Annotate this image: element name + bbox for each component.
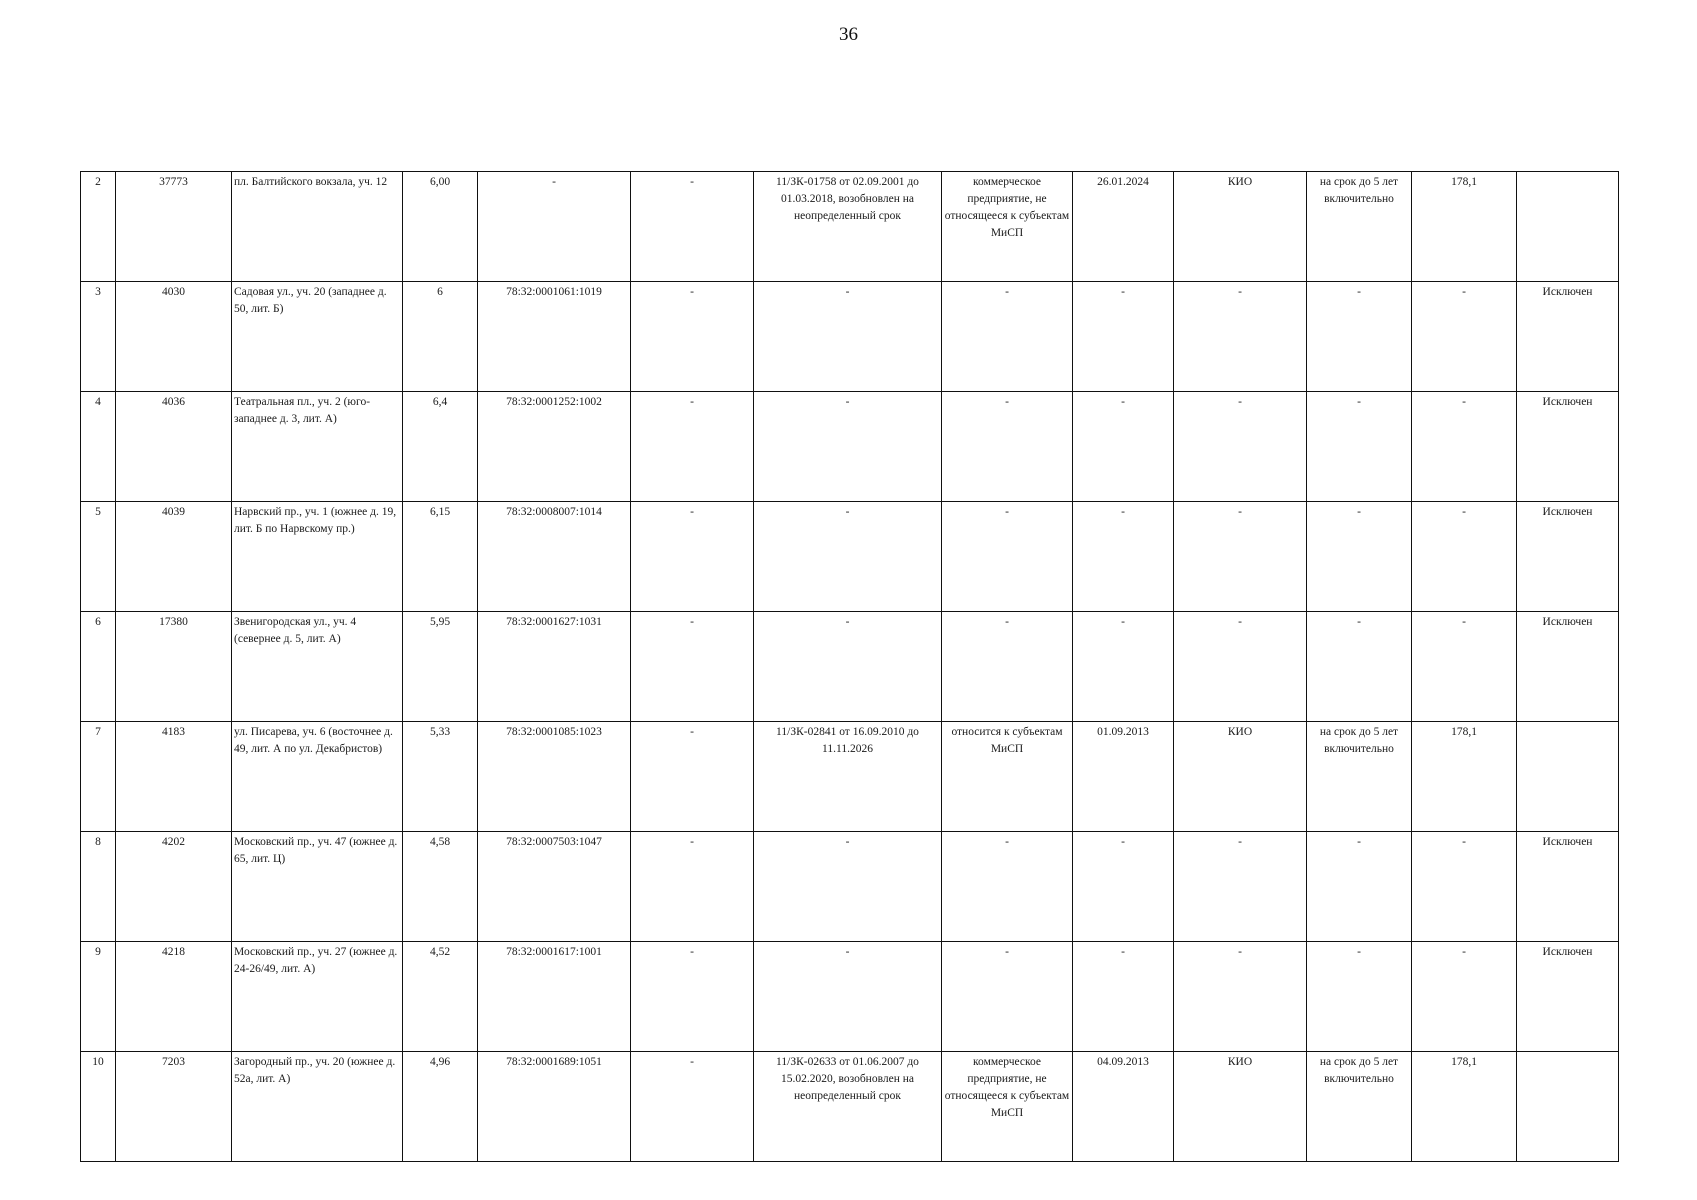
cell-cadastral-number: 78:32:0001689:1051 [478,1052,631,1162]
cell-address: ул. Писарева, уч. 6 (восточнее д. 49, лит. А по ул. Декабристов) [232,722,403,832]
cell-contract: - [754,832,942,942]
cell-code: - [1412,942,1517,1052]
cell-cadastral-number: 78:32:0001627:1031 [478,612,631,722]
cell-area: 4,52 [403,942,478,1052]
cell-object-id: 37773 [116,172,232,282]
cell-code: - [1412,392,1517,502]
cell-term: - [1307,832,1412,942]
cell-term: на срок до 5 лет включительно [1307,172,1412,282]
table-row [81,722,1619,832]
cell-column-6: - [631,502,754,612]
cell-organization: КИО [1174,172,1307,282]
cell-term: - [1307,502,1412,612]
cell-cadastral-number: 78:32:0001252:1002 [478,392,631,502]
cell-area: 6,15 [403,502,478,612]
cell-area: 4,58 [403,832,478,942]
cell-cadastral-number: 78:32:0008007:1014 [478,502,631,612]
cell-number: 2 [81,172,116,282]
cell-status: Исключен [1517,392,1619,502]
cell-tenant-category: - [942,832,1073,942]
cell-tenant-category: - [942,392,1073,502]
cell-status [1517,722,1619,832]
cell-address: Звенигородская ул., уч. 4 (севернее д. 5, лит. А) [232,612,403,722]
cell-status: Исключен [1517,502,1619,612]
cell-date: 01.09.2013 [1073,722,1174,832]
cell-area: 6 [403,282,478,392]
cell-area: 4,96 [403,1052,478,1162]
cell-column-6: - [631,1052,754,1162]
cell-column-6: - [631,172,754,282]
cell-cadastral-number: 78:32:0001617:1001 [478,942,631,1052]
cell-column-6: - [631,392,754,502]
cell-date: - [1073,942,1174,1052]
cell-status [1517,172,1619,282]
cell-tenant-category: - [942,942,1073,1052]
cell-address: Загородный пр., уч. 20 (южнее д. 52а, лит. А) [232,1052,403,1162]
cell-contract: 11/ЗК-02841 от 16.09.2010 до 11.11.2026 [754,722,942,832]
cell-tenant-category: относится к субъектам МиСП [942,722,1073,832]
cell-code: - [1412,282,1517,392]
cell-number: 4 [81,392,116,502]
cell-date: - [1073,502,1174,612]
cell-cadastral-number: 78:32:0001085:1023 [478,722,631,832]
cell-tenant-category: коммерческое предприятие, не относящееся к субъектам МиСП [942,1052,1073,1162]
cell-column-6: - [631,722,754,832]
cell-column-6: - [631,282,754,392]
cell-status [1517,1052,1619,1162]
cell-number: 8 [81,832,116,942]
cell-address: пл. Балтийского вокзала, уч. 12 [232,172,403,282]
cell-object-id: 4183 [116,722,232,832]
cell-cadastral-number: 78:32:0007503:1047 [478,832,631,942]
cell-contract: - [754,502,942,612]
cell-column-6: - [631,832,754,942]
cell-tenant-category: - [942,612,1073,722]
cell-term: на срок до 5 лет включительно [1307,1052,1412,1162]
cell-object-id: 4202 [116,832,232,942]
cell-number: 5 [81,502,116,612]
cell-number: 10 [81,1052,116,1162]
cell-code: - [1412,612,1517,722]
cell-contract: - [754,942,942,1052]
registry-table [80,171,1619,1162]
cell-term: - [1307,942,1412,1052]
page-number: 36 [839,24,858,45]
table-row [81,942,1619,1052]
cell-object-id: 4039 [116,502,232,612]
cell-address: Московский пр., уч. 27 (южнее д. 24-26/49, лит. А) [232,942,403,1052]
table-row [81,612,1619,722]
table-row [81,502,1619,612]
cell-status: Исключен [1517,942,1619,1052]
cell-contract: - [754,282,942,392]
table-row [81,832,1619,942]
cell-object-id: 7203 [116,1052,232,1162]
cell-number: 3 [81,282,116,392]
cell-organization: - [1174,502,1307,612]
cell-organization: КИО [1174,722,1307,832]
cell-cadastral-number: 78:32:0001061:1019 [478,282,631,392]
cell-term: на срок до 5 лет включительно [1307,722,1412,832]
cell-contract: - [754,612,942,722]
cell-code: 178,1 [1412,1052,1517,1162]
cell-address: Московский пр., уч. 47 (южнее д. 65, лит. Ц) [232,832,403,942]
cell-code: - [1412,502,1517,612]
cell-date: 26.01.2024 [1073,172,1174,282]
cell-area: 5,95 [403,612,478,722]
cell-object-id: 4030 [116,282,232,392]
cell-contract: - [754,392,942,502]
cell-date: - [1073,282,1174,392]
cell-organization: КИО [1174,1052,1307,1162]
cell-status: Исключен [1517,832,1619,942]
table-row [81,1052,1619,1162]
cell-date: - [1073,392,1174,502]
cell-contract: 11/ЗК-02633 от 01.06.2007 до 15.02.2020, возобновлен на неопределенный срок [754,1052,942,1162]
cell-address: Садовая ул., уч. 20 (западнее д. 50, лит. Б) [232,282,403,392]
cell-code: 178,1 [1412,172,1517,282]
cell-status: Исключен [1517,612,1619,722]
cell-tenant-category: - [942,502,1073,612]
cell-address: Театральная пл., уч. 2 (юго-западнее д. 3, лит. А) [232,392,403,502]
cell-column-6: - [631,612,754,722]
cell-contract: 11/ЗК-01758 от 02.09.2001 до 01.03.2018, возобновлен на неопределенный срок [754,172,942,282]
table-row [81,392,1619,502]
table-row [81,282,1619,392]
cell-number: 9 [81,942,116,1052]
cell-date: - [1073,612,1174,722]
table-row [81,172,1619,282]
cell-term: - [1307,392,1412,502]
table-body [81,172,1619,1162]
cell-tenant-category: коммерческое предприятие, не относящееся к субъектам МиСП [942,172,1073,282]
cell-term: - [1307,612,1412,722]
cell-area: 5,33 [403,722,478,832]
cell-number: 6 [81,612,116,722]
cell-object-id: 17380 [116,612,232,722]
cell-column-6: - [631,942,754,1052]
cell-object-id: 4218 [116,942,232,1052]
cell-address: Нарвский пр., уч. 1 (южнее д. 19, лит. Б по Нарвскому пр.) [232,502,403,612]
cell-organization: - [1174,942,1307,1052]
cell-organization: - [1174,282,1307,392]
cell-area: 6,00 [403,172,478,282]
cell-code: - [1412,832,1517,942]
cell-object-id: 4036 [116,392,232,502]
cell-organization: - [1174,832,1307,942]
cell-date: 04.09.2013 [1073,1052,1174,1162]
cell-organization: - [1174,392,1307,502]
cell-term: - [1307,282,1412,392]
cell-cadastral-number: - [478,172,631,282]
cell-status: Исключен [1517,282,1619,392]
cell-code: 178,1 [1412,722,1517,832]
cell-organization: - [1174,612,1307,722]
cell-date: - [1073,832,1174,942]
cell-area: 6,4 [403,392,478,502]
cell-number: 7 [81,722,116,832]
cell-tenant-category: - [942,282,1073,392]
